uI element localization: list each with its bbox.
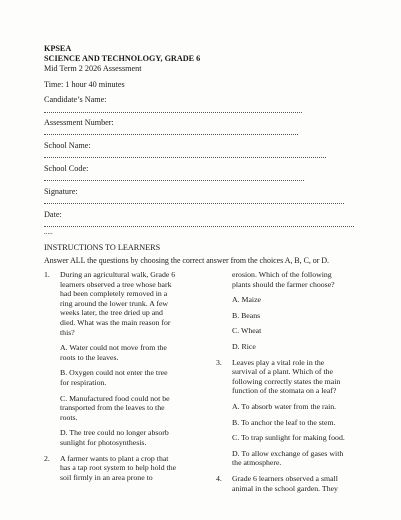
- q1-line: died. What was the main reason for: [60, 317, 171, 327]
- q3-option-d-line: D. To allow exchange of gases with: [232, 448, 344, 458]
- left-column: [44, 270, 212, 482]
- question-1-stem: [60, 270, 212, 337]
- q1-line: weeks later, the tree dried up and: [60, 308, 163, 318]
- question-2-stem: [60, 454, 212, 483]
- q1-option-d[interactable]: [44, 428, 212, 447]
- q1-option-c-line: roots.: [60, 412, 78, 422]
- q1-option-a[interactable]: [44, 343, 212, 362]
- q1-option-c-line: C. Manufactured food could not be: [60, 393, 170, 403]
- q1-option-b[interactable]: [44, 368, 212, 387]
- q2-line: has a tap root system to help hold the: [60, 463, 177, 473]
- q4-line: animal in the school garden. They: [232, 483, 338, 493]
- school-code-label: School Code:: [44, 164, 89, 173]
- right-column: [216, 270, 388, 493]
- q3-line: following correctly states the main: [232, 376, 341, 386]
- question-2-stem-continued: [216, 270, 388, 289]
- question-4: [216, 474, 388, 493]
- question-4-stem: [232, 474, 388, 493]
- question-2-number: 2.: [44, 453, 50, 463]
- q3-option-b[interactable]: B. To anchor the leaf to the stem.: [232, 417, 336, 427]
- q3-line: survival of a plant. Which of the: [232, 367, 333, 377]
- q2-option-c[interactable]: C. Wheat: [232, 326, 262, 336]
- school-code-line[interactable]: [44, 180, 304, 181]
- q1-option-d-line: sunlight for photosynthesis.: [60, 437, 147, 447]
- q4-line: Grade 6 learners observed a small: [232, 473, 338, 483]
- q3-line: Leaves play a vital role in the: [232, 357, 325, 367]
- q1-line: ring around the lower trunk. A few: [60, 298, 169, 308]
- q1-option-b-line: B. Oxygen could not enter the tree: [60, 368, 168, 378]
- q1-line: had been completely removed in a: [60, 289, 168, 299]
- q2-option-d[interactable]: D. Rice: [232, 341, 256, 351]
- q2-line: A farmer wants to plant a crop that: [60, 453, 169, 463]
- q1-line: learners observed a tree whose bark: [60, 279, 172, 289]
- q2-line: soil firmly in an area prone to: [60, 472, 153, 482]
- time-allowed: Time: 1 hour 40 minutes: [44, 80, 125, 89]
- signature-line[interactable]: [44, 203, 344, 204]
- q1-option-a-line: roots to the leaves.: [60, 352, 119, 362]
- q2-option-b[interactable]: B. Beans: [232, 310, 261, 320]
- org-name: KPSEA: [44, 44, 72, 53]
- question-1: [44, 270, 212, 337]
- q1-option-b-line: for respiration.: [60, 377, 107, 387]
- candidate-name-label: Candidate’s Name:: [44, 95, 107, 104]
- q1-option-c[interactable]: [44, 394, 212, 423]
- school-name-line[interactable]: [44, 157, 326, 158]
- q1-option-d-line: D. The tree could no longer absorb: [60, 428, 169, 438]
- q1-option-a-line: A. Water could not move from the: [60, 343, 167, 353]
- question-1-number: 1.: [44, 270, 50, 279]
- subject-title: SCIENCE AND TECHNOLOGY, GRADE 6: [44, 54, 201, 63]
- signature-label: Signature:: [44, 187, 78, 196]
- q2-line: plants should the farmer choose?: [232, 279, 335, 289]
- q3-option-a[interactable]: A. To absorb water from the rain.: [232, 401, 337, 411]
- instructions-text: Answer ALL the questions by choosing the correct answer from the choices A, B, C, or D.: [44, 256, 330, 265]
- q3-option-d-line: the atmosphere.: [232, 458, 282, 468]
- school-name-label: School Name:: [44, 141, 91, 150]
- q2-option-a[interactable]: A. Maize: [232, 295, 262, 305]
- q3-line: function of the stomata on a leaf?: [232, 386, 337, 396]
- date-label: Date:: [44, 210, 62, 219]
- question-3: [216, 358, 388, 396]
- instructions-title: INSTRUCTIONS TO LEARNERS: [44, 243, 161, 252]
- question-4-number: 4.: [216, 473, 222, 483]
- question-3-number: 3.: [216, 357, 222, 367]
- date-line-continuation: .....: [44, 228, 53, 236]
- q1-line: this?: [60, 327, 75, 337]
- candidate-name-line[interactable]: [44, 112, 302, 113]
- q3-option-d[interactable]: [216, 449, 388, 468]
- q1-option-c-line: transported from the leaves to the: [60, 403, 165, 413]
- assessment-title: Mid Term 2 2026 Assessment: [44, 64, 142, 73]
- date-line[interactable]: [44, 226, 354, 227]
- assessment-number-line[interactable]: [44, 134, 298, 135]
- question-3-stem: [232, 358, 388, 396]
- q1-line: During an agricultural walk, Grade 6: [60, 270, 176, 279]
- q3-option-c[interactable]: C. To trap sunlight for making food.: [232, 433, 345, 443]
- question-2: [44, 454, 212, 483]
- q2-line: erosion. Which of the following: [232, 270, 332, 279]
- assessment-number-label: Assessment Number:: [44, 118, 114, 127]
